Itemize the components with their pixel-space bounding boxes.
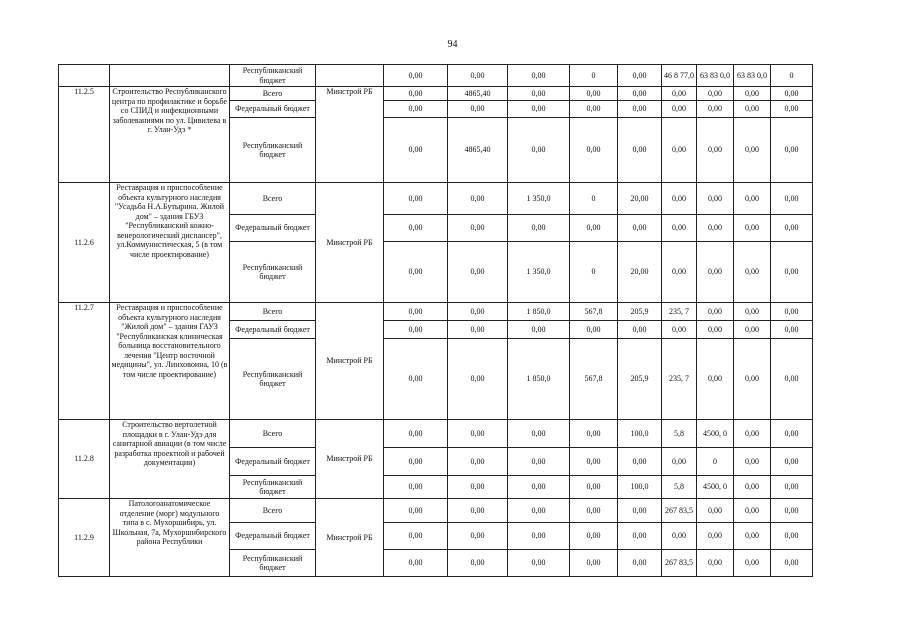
value-cell: 0,00 (384, 118, 448, 183)
value-cell: 0,00 (662, 448, 697, 476)
funding-source-cell: Республиканский бюджет (230, 242, 316, 303)
value-cell: 0,00 (662, 523, 697, 550)
value-cell: 0,00 (771, 499, 813, 523)
funding-source-cell: Всего (230, 420, 316, 448)
table-row (59, 499, 813, 523)
value-cell: 63 83 0,0 (734, 65, 771, 87)
value-cell: 5,8 (662, 420, 697, 448)
value-cell: 0,00 (771, 321, 813, 339)
value-cell: 0,00 (734, 321, 771, 339)
value-cell: 4500, 0 (697, 476, 734, 499)
value-cell: 1 350,0 (508, 242, 570, 303)
value-cell: 0,00 (448, 215, 508, 242)
value-cell: 0,00 (508, 499, 570, 523)
value-cell: 0,00 (618, 65, 662, 87)
value-cell: 0,00 (384, 523, 448, 550)
value-cell: 0,00 (570, 448, 618, 476)
value-cell: 0,00 (448, 339, 508, 420)
value-cell: 0,00 (734, 550, 771, 577)
value-cell: 0,00 (697, 339, 734, 420)
value-cell: 0,00 (771, 215, 813, 242)
item-name-cell: Строительство вертолетной площадки в г. Улан-Удэ для санитарной авиации (в том числе разработка проектной и рабочей документации) (110, 420, 230, 499)
value-cell: 0,00 (697, 118, 734, 183)
value-cell: 0,00 (618, 215, 662, 242)
value-cell: 0,00 (570, 476, 618, 499)
table-row (59, 420, 813, 448)
value-cell: 0,00 (734, 87, 771, 101)
value-cell: 0,00 (697, 87, 734, 101)
value-cell: 0,00 (771, 118, 813, 183)
value-cell: 0,00 (448, 550, 508, 577)
value-cell: 1 850,0 (508, 339, 570, 420)
funding-source-cell: Республиканский бюджет (230, 550, 316, 577)
value-cell: 0,00 (618, 101, 662, 118)
value-cell: 0,00 (771, 101, 813, 118)
value-cell: 0,00 (618, 523, 662, 550)
value-cell: 0,00 (508, 321, 570, 339)
value-cell: 0,00 (448, 476, 508, 499)
value-cell: 0,00 (734, 339, 771, 420)
value-cell: 0,00 (662, 118, 697, 183)
value-cell: 0,00 (508, 101, 570, 118)
value-cell: 0,00 (448, 448, 508, 476)
value-cell: 0,00 (771, 523, 813, 550)
value-cell: 4865,40 (448, 87, 508, 101)
value-cell: 0,00 (662, 101, 697, 118)
value-cell: 0,00 (448, 420, 508, 448)
item-code-cell: 11.2.7 (59, 303, 110, 420)
value-cell: 0,00 (618, 321, 662, 339)
value-cell: 0,00 (662, 183, 697, 215)
item-name-cell: Реставрация и приспособление объекта культурного наследия "Усадьба Н.А.Бутырина. Жилой дом" – здания ГБУЗ "Республиканский кожно-венерологический диспансер", ул.Коммунистическая, 5 (в том числе проектирование) (110, 183, 230, 303)
value-cell: 0,00 (697, 303, 734, 321)
value-cell: 0,00 (618, 550, 662, 577)
value-cell: 0,00 (384, 550, 448, 577)
item-code-cell: 11.2.6 (59, 183, 110, 303)
value-cell: 0,00 (570, 118, 618, 183)
value-cell: 0,00 (570, 499, 618, 523)
funding-source-cell: Федеральный бюджет (230, 523, 316, 550)
value-cell: 0,00 (618, 87, 662, 101)
agency-cell: Минстрой РБ (316, 87, 384, 183)
value-cell: 0,00 (448, 523, 508, 550)
value-cell: 0,00 (734, 303, 771, 321)
funding-source-cell: Федеральный бюджет (230, 321, 316, 339)
value-cell: 1 350,0 (508, 183, 570, 215)
value-cell: 0,00 (734, 118, 771, 183)
value-cell: 0,00 (570, 215, 618, 242)
value-cell: 0,00 (384, 215, 448, 242)
value-cell: 0,00 (508, 118, 570, 183)
value-cell: 0,00 (384, 65, 448, 87)
value-cell: 0,00 (384, 448, 448, 476)
value-cell: 0,00 (384, 87, 448, 101)
value-cell: 46 8 77,0 (662, 65, 697, 87)
value-cell: 205,9 (618, 339, 662, 420)
value-cell: 0,00 (697, 215, 734, 242)
value-cell: 0,00 (570, 523, 618, 550)
value-cell: 0 (697, 448, 734, 476)
funding-source-cell: Федеральный бюджет (230, 448, 316, 476)
value-cell: 0,00 (697, 183, 734, 215)
value-cell: 0,00 (570, 87, 618, 101)
funding-source-cell: Всего (230, 183, 316, 215)
value-cell: 0,00 (697, 523, 734, 550)
value-cell: 0,00 (734, 183, 771, 215)
value-cell: 267 83,5 (662, 550, 697, 577)
value-cell: 100,0 (618, 420, 662, 448)
funding-source-cell: Республиканский бюджет (230, 476, 316, 499)
item-code-cell: 11.2.5 (59, 87, 110, 183)
item-name-cell: Патологоанатомическое отделение (морг) модульного типа в с. Мухоршибирь, ул. Школьная, 7а, Мухоршибирского района Республики (110, 499, 230, 577)
value-cell: 5,8 (662, 476, 697, 499)
item-name-cell: Реставрация и приспособление объекта культурного наследия "Жилой дом" – здания ГАУЗ "Республиканская клиническая больница восстановительного лечения "Центр восточной медицины", ул. Линховоина, 10 (в том числе проектирование) (110, 303, 230, 420)
value-cell: 0 (570, 65, 618, 87)
value-cell: 0,00 (384, 101, 448, 118)
value-cell: 0,00 (734, 523, 771, 550)
value-cell: 0,00 (734, 420, 771, 448)
value-cell: 0,00 (448, 65, 508, 87)
value-cell: 0,00 (570, 101, 618, 118)
value-cell: 0,00 (448, 303, 508, 321)
value-cell: 0,00 (384, 183, 448, 215)
table-row (59, 303, 813, 321)
value-cell: 0,00 (734, 499, 771, 523)
value-cell: 0,00 (662, 215, 697, 242)
value-cell: 0,00 (618, 118, 662, 183)
value-cell: 0,00 (508, 523, 570, 550)
page-number: 94 (447, 39, 458, 50)
value-cell: 0,00 (697, 101, 734, 118)
value-cell: 0,00 (384, 339, 448, 420)
value-cell: 0,00 (771, 87, 813, 101)
value-cell: 267 83,5 (662, 499, 697, 523)
value-cell: 0,00 (662, 242, 697, 303)
value-cell: 0,00 (734, 476, 771, 499)
agency-cell: Минстрой РБ (316, 420, 384, 499)
item-code-cell: 11.2.9 (59, 499, 110, 577)
agency-cell: Минстрой РБ (316, 303, 384, 420)
value-cell: 0,00 (384, 499, 448, 523)
agency-cell: Минстрой РБ (316, 499, 384, 577)
value-cell: 0,00 (697, 550, 734, 577)
value-cell: 0,00 (618, 448, 662, 476)
funding-source-cell: Республиканский бюджет (230, 118, 316, 183)
value-cell: 63 83 0,0 (697, 65, 734, 87)
value-cell: 0,00 (384, 321, 448, 339)
value-cell: 0,00 (771, 183, 813, 215)
value-cell: 0,00 (508, 65, 570, 87)
value-cell: 4500, 0 (697, 420, 734, 448)
value-cell: 0,00 (734, 448, 771, 476)
code-cell (59, 65, 110, 87)
value-cell: 0,00 (771, 550, 813, 577)
value-cell: 0 (771, 65, 813, 87)
value-cell: 0,00 (508, 87, 570, 101)
value-cell: 0,00 (734, 215, 771, 242)
value-cell: 0,00 (508, 476, 570, 499)
table-row (59, 65, 813, 87)
value-cell: 0,00 (508, 215, 570, 242)
value-cell: 0,00 (448, 499, 508, 523)
funding-source-cell: Всего (230, 303, 316, 321)
value-cell: 567,8 (570, 303, 618, 321)
value-cell: 235, 7 (662, 339, 697, 420)
value-cell: 0,00 (448, 321, 508, 339)
value-cell: 0,00 (570, 321, 618, 339)
value-cell: 0,00 (697, 499, 734, 523)
value-cell: 0,00 (384, 420, 448, 448)
value-cell: 0,00 (384, 242, 448, 303)
value-cell: 0,00 (771, 303, 813, 321)
value-cell: 0,00 (570, 550, 618, 577)
funding-source-cell: Всего (230, 87, 316, 101)
value-cell: 0,00 (734, 101, 771, 118)
value-cell: 0,00 (448, 101, 508, 118)
funding-source-cell: Республиканский бюджет (230, 339, 316, 420)
value-cell: 0,00 (384, 476, 448, 499)
value-cell: 0,00 (734, 242, 771, 303)
budget-table (58, 64, 813, 577)
table-body (59, 65, 813, 577)
value-cell: 0,00 (697, 242, 734, 303)
value-cell: 0,00 (508, 420, 570, 448)
table-row (59, 183, 813, 215)
value-cell: 0,00 (771, 420, 813, 448)
value-cell: 0,00 (697, 321, 734, 339)
funding-source-cell: Федеральный бюджет (230, 101, 316, 118)
funding-source-cell: Федеральный бюджет (230, 215, 316, 242)
value-cell: 0,00 (448, 242, 508, 303)
value-cell: 0,00 (771, 339, 813, 420)
value-cell: 0,00 (771, 476, 813, 499)
value-cell: 1 850,0 (508, 303, 570, 321)
funding-source-cell: Всего (230, 499, 316, 523)
item-code-cell: 11.2.8 (59, 420, 110, 499)
value-cell: 0 (570, 242, 618, 303)
funding-source-cell: Республиканский бюджет (230, 65, 316, 87)
value-cell: 567,8 (570, 339, 618, 420)
value-cell: 235, 7 (662, 303, 697, 321)
value-cell: 0,00 (508, 550, 570, 577)
value-cell: 0 (570, 183, 618, 215)
value-cell: 0,00 (448, 183, 508, 215)
value-cell: 0,00 (771, 242, 813, 303)
value-cell: 100,0 (618, 476, 662, 499)
value-cell: 0,00 (570, 420, 618, 448)
value-cell: 0,00 (618, 499, 662, 523)
value-cell: 205,9 (618, 303, 662, 321)
agency-cell (316, 65, 384, 87)
value-cell: 0,00 (384, 303, 448, 321)
table-row (59, 87, 813, 101)
value-cell: 20,00 (618, 242, 662, 303)
value-cell: 20,00 (618, 183, 662, 215)
value-cell: 0,00 (508, 448, 570, 476)
item-name-cell: Строительство Республиканского центра по профилактике и борьбе со СПИД и инфекционными заболеваниями по ул. Цивилева в г. Улан-Удэ * (110, 87, 230, 183)
value-cell: 4865,40 (448, 118, 508, 183)
agency-cell: Минстрой РБ (316, 183, 384, 303)
value-cell: 0,00 (662, 87, 697, 101)
name-cell (110, 65, 230, 87)
value-cell: 0,00 (662, 321, 697, 339)
value-cell: 0,00 (771, 448, 813, 476)
